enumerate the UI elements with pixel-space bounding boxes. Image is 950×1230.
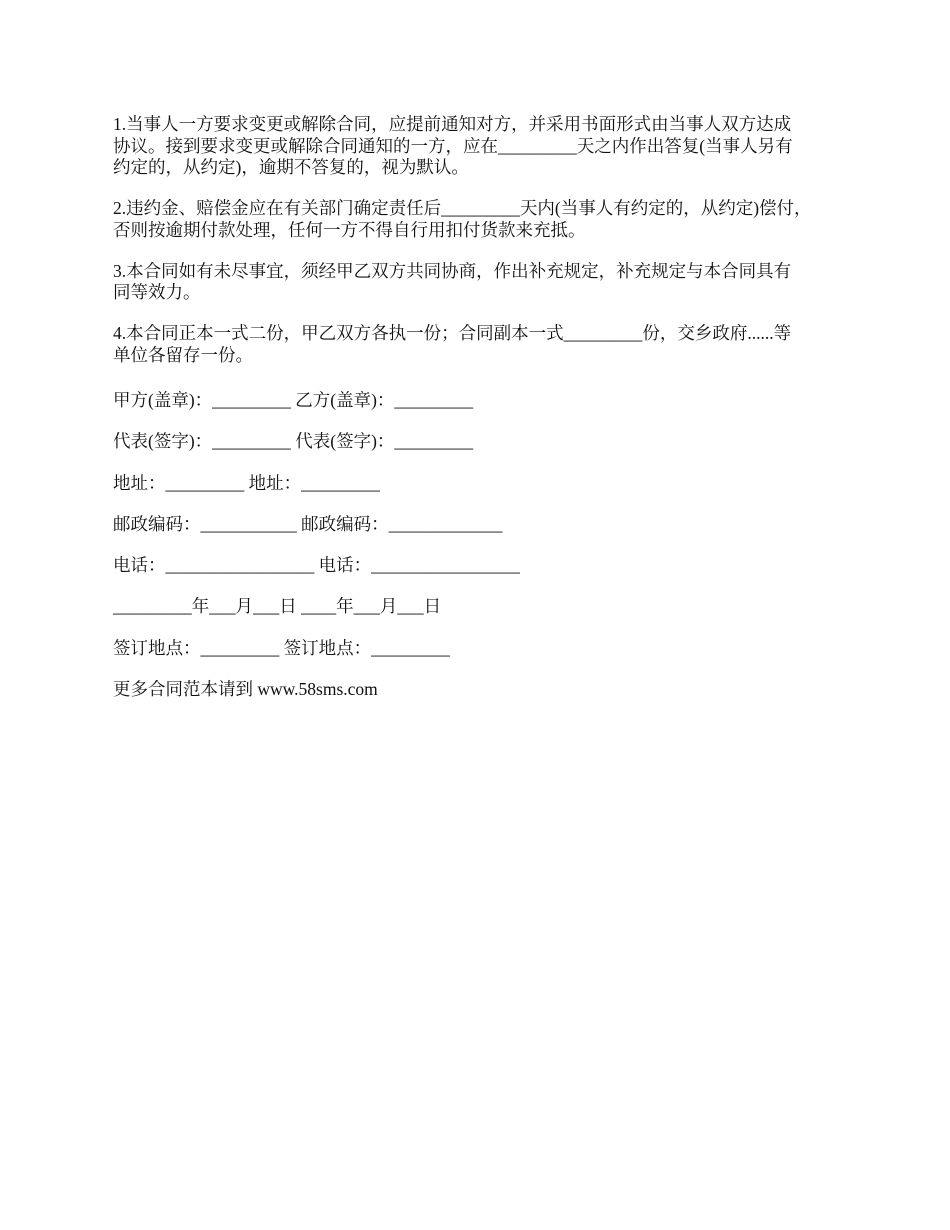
phone-row: 电话：_________________ 电话：_________________ bbox=[113, 555, 520, 576]
clause-line: 协议。接到要求变更或解除合同通知的一方，应在_________天之内作出答复(当事人另有 bbox=[113, 135, 793, 156]
postal-code-row: 邮政编码：___________ 邮政编码：_____________ bbox=[113, 513, 503, 534]
representative-row: 代表(签字)：_________ 代表(签字)：_________ bbox=[113, 431, 474, 452]
address-row: 地址：_________ 地址：_________ bbox=[113, 472, 380, 493]
clause-line: 单位各留存一份。 bbox=[113, 344, 253, 365]
clause-4 bbox=[113, 323, 853, 366]
signing-place-row: 签订地点：_________ 签订地点：_________ bbox=[113, 637, 450, 658]
clause-line: 约定的，从约定)，逾期不答复的，视为默认。 bbox=[113, 157, 469, 178]
clause-line: 2.违约金、赔偿金应在有关部门确定责任后_________天内(当事人有约定的，从约定)偿付， bbox=[113, 198, 812, 219]
clause-3 bbox=[113, 261, 853, 304]
seal-row: 甲方(盖章)：_________ 乙方(盖章)：_________ bbox=[113, 390, 474, 410]
footer-link-text: 更多合同范本请到 www.58sms.com bbox=[113, 679, 378, 700]
clause-2 bbox=[113, 198, 853, 241]
clause-line: 4.本合同正本一式二份，甲乙双方各执一份；合同副本一式_________份，交乡政府......等 bbox=[113, 322, 792, 343]
clause-1 bbox=[113, 114, 853, 179]
clause-line: 同等效力。 bbox=[113, 282, 201, 303]
clause-line: 3.本合同如有未尽事宜，须经甲乙双方共同协商，作出补充规定，补充规定与本合同具有 bbox=[113, 260, 792, 281]
clause-line: 1.当事人一方要求变更或解除合同，应提前通知对方，并采用书面形式由当事人双方达成 bbox=[113, 114, 792, 134]
contract-clauses bbox=[113, 114, 853, 385]
signature-block bbox=[113, 389, 520, 719]
clause-line: 否则按逾期付款处理，任何一方不得自行用扣付货款来充抵。 bbox=[113, 219, 586, 240]
date-row: _________年___月___日 ____年___月___日 bbox=[113, 596, 442, 617]
